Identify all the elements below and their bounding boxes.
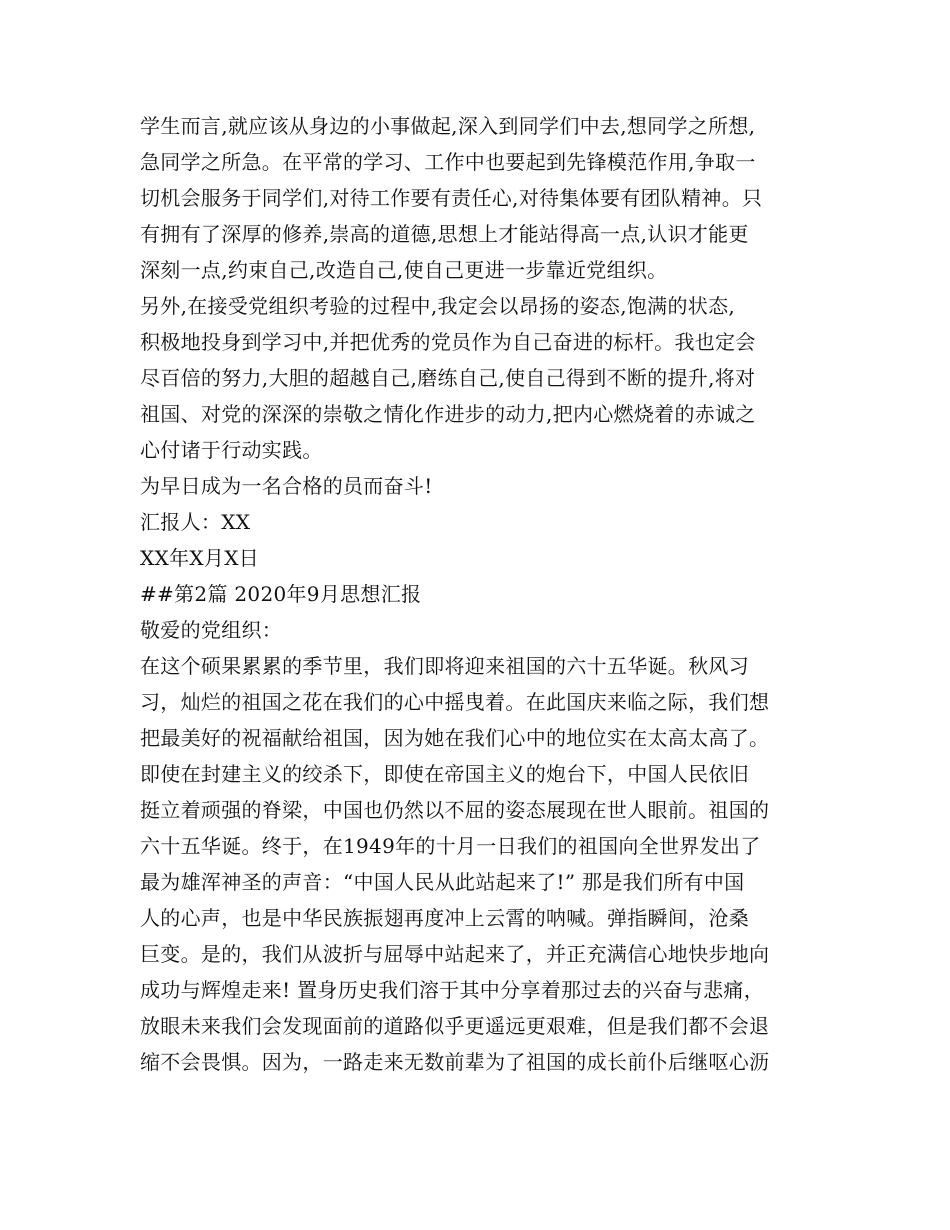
text-line: 为早日成为一名合格的员而奋斗! [140, 474, 433, 498]
text-line: 切机会服务于同学们,对待工作要有责任心,对待集体要有团队精神。只 [140, 186, 763, 210]
date-line: XX年X月X日 [140, 546, 260, 570]
text-line: 即使在封建主义的绞杀下，即使在帝国主义的炮台下，中国人民依旧 [140, 762, 749, 786]
text-line: 六十五华诞。终于，在1949年的十月一日我们的祖国向全世界发出了 [140, 834, 761, 858]
text-line: 最为雄浑神圣的声音：“中国人民从此站起来了!” 那是我们所有中国 [140, 870, 745, 894]
text-line: 习，灿烂的祖国之花在我们的心中摇曳着。在此国庆来临之际，我们想 [140, 690, 770, 714]
text-line: 有拥有了深厚的修养,崇高的道德,思想上才能站得高一点,认识才能更 [140, 222, 749, 246]
text-line: 放眼未来我们会发现面前的道路似乎更遥远更艰难，但是我们都不会退 [140, 1014, 770, 1038]
text-line: 尽百倍的努力,大胆的超越自己,磨练自己,使自己得到不断的提升,将对 [140, 366, 756, 390]
text-line: 祖国、对党的深深的崇敬之情化作进步的动力,把内心燃烧着的赤诚之 [140, 402, 756, 426]
text-line: 心付诸于行动实践。 [140, 438, 323, 462]
salutation: 敬爱的党组织： [140, 618, 283, 642]
document-page [140, 108, 820, 1080]
text-line: 把最美好的祝福献给祖国，因为她在我们心中的地位实在太高太高了。 [140, 726, 770, 750]
text-line: 人的心声，也是中华民族振翅再度冲上云霄的呐喊。弹指瞬间，沧桑 [140, 906, 749, 930]
text-line: 缩不会畏惧。因为，一路走来无数前辈为了祖国的成长前仆后继呕心沥 [140, 1050, 770, 1074]
text-line: 挺立着顽强的脊梁，中国也仍然以不屈的姿态展现在世人眼前。祖国的 [140, 798, 770, 822]
text-line: 巨变。是的，我们从波折与屈辱中站起来了，并正充满信心地快步地向 [140, 942, 770, 966]
text-line: 积极地投身到学习中,并把优秀的党员作为自己奋进的标杆。我也定会 [140, 330, 756, 354]
text-line: 深刻一点,约束自己,改造自己,使自己更进一步靠近党组织。 [140, 258, 668, 282]
text-line: 另外,在接受党组织考验的过程中,我定会以昂扬的姿态,饱满的状态, [140, 294, 736, 318]
section-heading: ##第2篇 2020年9月思想汇报 [140, 582, 422, 606]
text-line: 成功与辉煌走来! 置身历史我们溶于其中分享着那过去的兴奋与悲痛， [140, 978, 764, 1002]
text-line: 学生而言,就应该从身边的小事做起,深入到同学们中去,想同学之所想, [140, 114, 756, 138]
reporter-line: 汇报人：XX [140, 510, 251, 534]
text-line: 急同学之所急。在平常的学习、工作中也要起到先锋模范作用,争取一 [140, 150, 756, 174]
text-line: 在这个硕果累累的季节里，我们即将迎来祖国的六十五华诞。秋风习 [140, 654, 749, 678]
